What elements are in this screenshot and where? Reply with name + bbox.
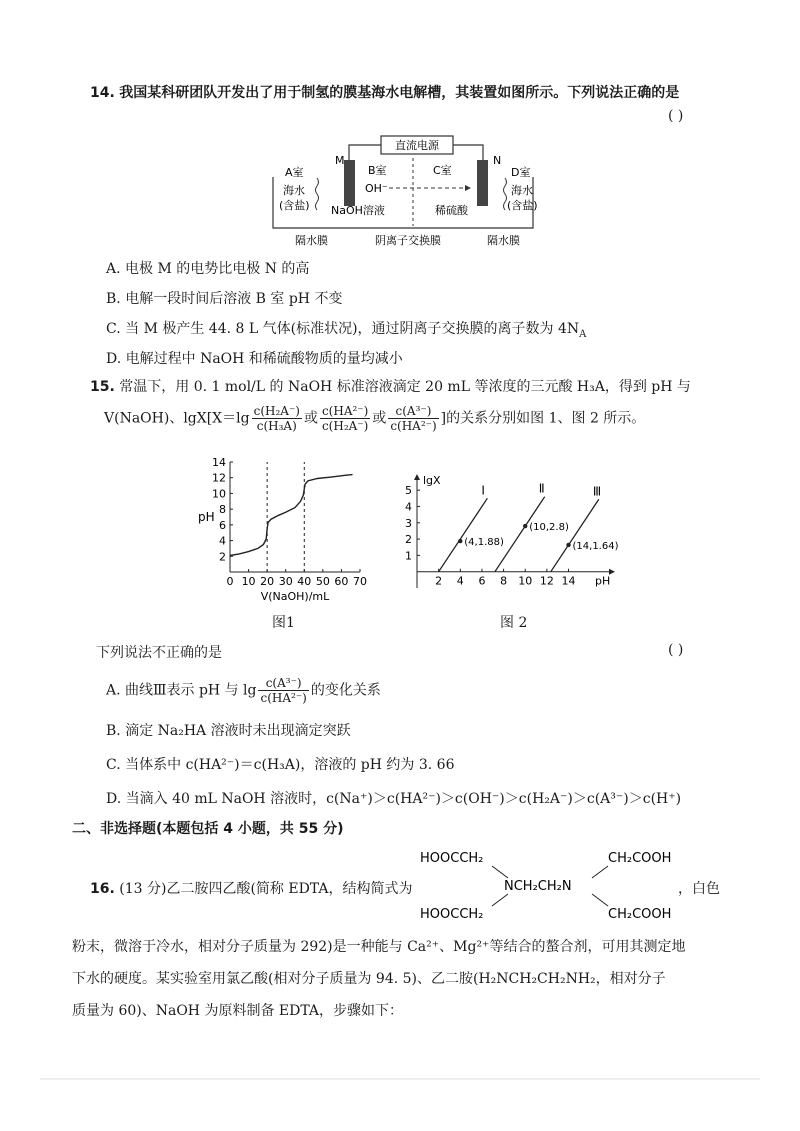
fig2-y-tick-label: 5 [405,484,412,498]
fig1-y-tick-label: 2 [219,550,226,564]
fig2-point-1 [458,539,462,543]
fig1-x-tick-label: 40 [297,575,312,588]
seawater-a-label: 海水 [283,184,305,197]
fig2-curve-3 [551,499,599,571]
q15-line2 [104,404,645,433]
fig2-x-tick-label: 12 [539,574,554,588]
q16-line4: 质量为 60)、NaOH 为原料制备 EDTA，步骤如下： [72,1003,404,1019]
q15-option-a-den: c(HA²⁻) [260,691,307,705]
q15-frac1-den: c(H₃A) [256,419,297,433]
q15-frac1 [252,404,302,433]
q16-intro [90,878,413,898]
fig1-y-tick-label: 6 [219,518,226,532]
q15-line2-b: ]的关系分别如图 1、图 2 所示。 [440,410,646,427]
fig2-y-tick-label: 3 [405,516,412,530]
seawater-d-salt: (含盐) [507,199,538,212]
q14-option-d[interactable]: D. 电解过程中 NaOH 和稀硫酸物质的量均减小 [106,351,403,367]
q15-option-d[interactable]: D. 当滴入 40 mL NaOH 溶液时，c(Na⁺)＞c(HA²⁻)＞c(OH⁻)＞c(H₂A⁻)＞c(A³⁻)＞c(H⁺) [106,791,682,807]
electrode-m [344,160,355,206]
fig2-y-label: lgX [423,474,441,487]
q15-frac3 [388,404,438,433]
fig2-point-3 [566,543,570,547]
q15-figure2-chart [395,470,625,610]
arrow-head-icon [465,185,471,191]
fig2-y-arrow-icon [414,474,420,480]
q15-question: 下列说法不正确的是 [96,645,222,661]
fig2-x-tick-label: 14 [561,574,576,588]
electrode-n-label: N [493,154,502,167]
q15-option-a-suffix: 的变化关系 [310,682,381,699]
room-a-label: A室 [285,166,304,179]
membrane-left-label: 隔水膜 [295,234,328,247]
q15-frac1-num: c(H₂A⁻) [253,404,300,418]
q15-line1 [90,376,691,396]
q15-frac3-num: c(A³⁻) [388,404,438,419]
bond-bl [492,894,508,906]
dilute-acid-label: 稀硫酸 [435,204,468,217]
fig1-y-tick-label: 10 [212,487,226,501]
fig1-x-tick-label: 30 [278,575,293,588]
fig1-y-tick-label: 8 [219,503,226,517]
seawater-d-label: 海水 [511,184,533,197]
membrane-left [316,178,319,210]
struct-top-left: HOOCCH₂ [420,851,484,866]
fig2-curve-1 [439,498,488,571]
q15-option-a-num: c(A³⁻) [258,676,308,691]
q15-option-b[interactable]: B. 滴定 Na₂HA 溶液时未出现滴定突跃 [106,723,351,739]
oh-ion-label: OH⁻ [365,182,388,195]
struct-bottom-right: CH₂COOH [608,907,672,922]
fig2-curve-2 [495,497,545,572]
fig2-x-tick-label: 4 [456,574,464,588]
fig2-y-tick-label: 1 [405,549,412,563]
q15-figure1-caption: 图1 [272,615,295,631]
q15-option-c[interactable]: C. 当体系中 c(HA²⁻)＝c(H₃A)，溶液的 pH 约为 3. 66 [106,757,455,773]
q16-edta-structure [420,844,680,924]
fig1-x-label: V(NaOH)/mL [260,590,330,603]
membrane-mid-label: 阴离子交换膜 [375,234,441,247]
q14-stem [90,82,679,102]
fig2-point-label-1: (4,1.88) [464,537,504,549]
fig1-y-tick-label: 14 [212,456,226,469]
q14-electrolysis-diagram [265,132,545,252]
q16-number: 16. [90,881,115,897]
fig2-x-tick-label: 2 [435,574,443,588]
fig1-x-tick-label: 0 [226,575,234,588]
room-d-label: D室 [511,166,531,179]
q15-frac2-num: c(HA²⁻) [321,404,369,418]
q15-frac2-den: c(H₂A⁻) [321,419,369,433]
q16-intro-text: (13 分)乙二胺四乙酸(简称 EDTA，结构简式为 [119,881,413,897]
room-c-label: C室 [433,164,452,177]
fig2-x-label: pH [595,574,611,588]
q16-after: ，白色 [678,881,720,897]
fig2-x-tick-label: 6 [478,574,486,588]
fig1-y-tick-label: 4 [219,534,226,548]
section2-title: 二、非选择题(本题包括 4 小题，共 55 分) [72,821,344,837]
seawater-a-salt: (含盐) [279,199,310,212]
q15-answer-blank[interactable]: ( ) [668,642,684,658]
fig2-x-tick-label: 8 [500,574,508,588]
q15-figure1-chart [190,450,380,610]
q15-or2: 或 [372,410,387,427]
q15-option-a-prefix: A. 曲线Ⅲ表示 pH 与 lg [106,682,257,699]
fig1-titration-curve [230,475,353,556]
electrode-n [477,160,488,206]
q14-option-c-sub: A [579,328,587,340]
q14-number: 14. [90,85,115,101]
q15-line2-a: V(NaOH)、lgX[X＝lg [104,410,250,427]
fig1-x-tick-label: 70 [353,575,367,588]
room-b-label: B室 [368,164,387,177]
q15-or1: 或 [303,410,318,427]
fig2-x-tick-label: 10 [518,574,533,588]
fig2-curve-label-2: Ⅱ [538,481,545,496]
q14-answer-blank[interactable]: ( ) [668,108,684,124]
fig1-x-tick-label: 20 [260,575,275,588]
q14-option-b[interactable]: B. 电解一段时间后溶液 B 室 pH 不变 [106,291,343,307]
q15-line1-text: 常温下，用 0. 1 mol/L 的 NaOH 标准溶液滴定 20 mL 等浓度的三元酸 H₃A，得到 pH 与 [119,379,691,395]
naoh-solution-label: NaOH溶液 [331,204,385,217]
fig2-point-label-3: (14,1.64) [572,540,619,552]
wire-left [349,145,381,160]
fig1-y-label: pH [198,510,215,524]
q14-stem-text: 我国某科研团队开发出了用于制氢的膜基海水电解槽，其装置如图所示。下列说法正确的是 [119,85,680,101]
tank-outline [273,177,533,228]
fig2-point-label-2: (10,2.8) [529,522,569,534]
q15-figure2-caption: 图 2 [500,615,528,631]
wire-right [453,145,483,160]
q15-number: 15. [90,379,115,395]
q15-option-a[interactable] [106,676,381,705]
q15-frac2 [320,404,370,433]
fig2-point-2 [523,524,527,528]
q15-frac3-den: c(HA²⁻) [390,419,437,433]
page-bottom-divider [40,1078,760,1080]
struct-middle: NCH₂CH₂N [504,879,572,894]
fig1-x-tick-label: 10 [241,575,256,588]
fig2-curve-label-3: Ⅲ [592,484,602,499]
fig2-y-tick-label: 4 [405,500,412,514]
fig2-y-tick-label: 2 [405,533,412,547]
bond-br [592,894,608,906]
bond-tl [492,866,508,878]
fig1-x-tick-label: 50 [315,575,330,588]
q14-option-c[interactable] [106,318,586,340]
q14-option-c-text: C. 当 M 极产生 44. 8 L 气体(标准状况)，通过阴离子交换膜的离子数为 4N [106,321,580,337]
fig1-x-tick-label: 60 [334,575,349,588]
electrode-m-label: M [335,154,345,167]
q16-line2: 粉末，微溶于冷水，相对分子质量为 292)是一种能与 Ca²⁺、Mg²⁺等结合的螯合剂，可用其测定地 [72,939,686,955]
q14-option-a[interactable]: A. 电极 M 的电势比电极 N 的高 [106,261,310,277]
fig2-curve-label-1: Ⅰ [481,483,485,498]
membrane-right-label: 隔水膜 [487,234,520,247]
bond-tr [592,866,608,878]
q15-option-a-frac [258,676,308,705]
fig1-y-tick-label: 12 [212,471,226,485]
struct-bottom-left: HOOCCH₂ [420,907,484,922]
power-label: 直流电源 [395,139,439,152]
q16-line3: 下水的硬度。某实验室用氯乙酸(相对分子质量为 94. 5)、乙二胺(H₂NCH₂CH₂NH₂，相对分子 [72,971,666,987]
struct-top-right: CH₂COOH [608,851,672,866]
